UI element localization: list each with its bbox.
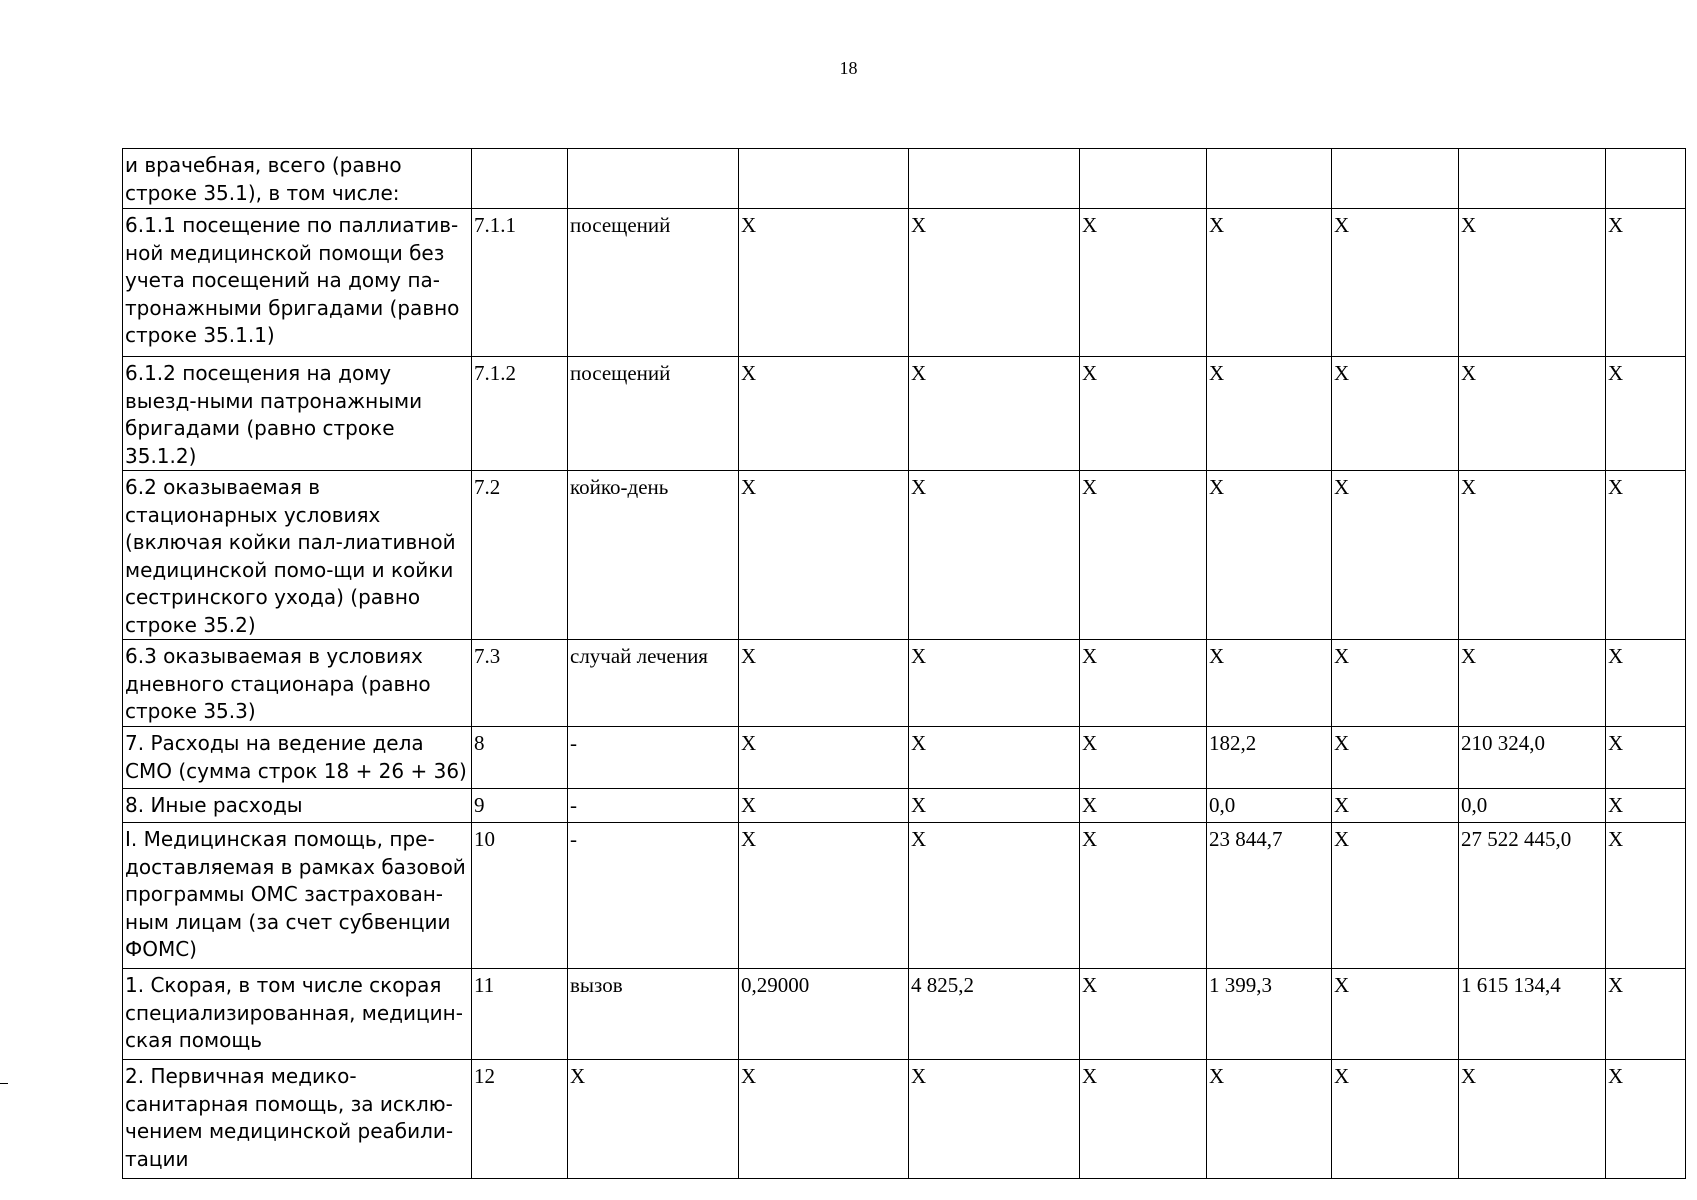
row-unit: случай лечения	[568, 640, 739, 727]
cell-col-3: Х	[1080, 640, 1207, 727]
cell-col-2: Х	[909, 823, 1080, 969]
cell-col-2: Х	[909, 209, 1080, 357]
cell-col-7	[1606, 149, 1686, 209]
table-row	[123, 727, 1686, 789]
cell-col-3: Х	[1080, 823, 1207, 969]
row-label: 2. Первичная медико-санитарная помощь, за исклю-чением медицинской реабили-тации	[123, 1060, 472, 1179]
table-row	[123, 209, 1686, 357]
cell-col-5: Х	[1332, 823, 1459, 969]
row-code: 12	[472, 1060, 568, 1179]
row-code: 9	[472, 789, 568, 823]
row-code: 7.3	[472, 640, 568, 727]
row-code: 8	[472, 727, 568, 789]
document-table	[122, 148, 1686, 1179]
table-row	[123, 149, 1686, 209]
cell-col-1: 0,29000	[739, 969, 909, 1060]
cell-col-5: Х	[1332, 471, 1459, 640]
row-unit: вызов	[568, 969, 739, 1060]
cell-col-7: Х	[1606, 969, 1686, 1060]
cell-col-3: Х	[1080, 789, 1207, 823]
cell-col-4: Х	[1207, 357, 1332, 471]
margin-mark	[0, 1083, 8, 1084]
row-code	[472, 149, 568, 209]
table-row	[123, 789, 1686, 823]
cell-col-5: Х	[1332, 969, 1459, 1060]
row-label: I. Медицинская помощь, пре-доставляемая в рамках базовой программы ОМС застрахован-ным лицам (за счет субвенции ФОМС)	[123, 823, 472, 969]
row-code: 10	[472, 823, 568, 969]
cell-col-4: Х	[1207, 640, 1332, 727]
cell-col-5: Х	[1332, 357, 1459, 471]
row-code: 7.2	[472, 471, 568, 640]
cell-col-1: Х	[739, 789, 909, 823]
cell-col-2: Х	[909, 789, 1080, 823]
row-unit: -	[568, 789, 739, 823]
row-label: 6.2 оказываемая в стационарных условиях (включая койки пал-лиативной медицинской помо-щи и койки сестринского ухода) (равно строке 35.2)	[123, 471, 472, 640]
row-unit: -	[568, 727, 739, 789]
cell-col-6: 27 522 445,0	[1459, 823, 1606, 969]
cell-col-6: Х	[1459, 209, 1606, 357]
cell-col-4: 0,0	[1207, 789, 1332, 823]
cell-col-4: 23 844,7	[1207, 823, 1332, 969]
cell-col-5: Х	[1332, 789, 1459, 823]
row-unit	[568, 149, 739, 209]
cell-col-1: Х	[739, 209, 909, 357]
cell-col-4	[1207, 149, 1332, 209]
row-label: и врачебная, всего (равно строке 35.1), в том числе:	[123, 149, 472, 209]
cell-col-5: Х	[1332, 640, 1459, 727]
cell-col-3: Х	[1080, 727, 1207, 789]
cell-col-7: Х	[1606, 789, 1686, 823]
cell-col-1: Х	[739, 471, 909, 640]
cell-col-4: 1 399,3	[1207, 969, 1332, 1060]
cell-col-7: Х	[1606, 1060, 1686, 1179]
page-number: 18	[839, 58, 858, 78]
row-label: 1. Скорая, в том числе скорая специализированная, медицин-ская помощь	[123, 969, 472, 1060]
cell-col-6: Х	[1459, 640, 1606, 727]
cell-col-6: 210 324,0	[1459, 727, 1606, 789]
row-unit: -	[568, 823, 739, 969]
cell-col-7: Х	[1606, 823, 1686, 969]
cell-col-3: Х	[1080, 209, 1207, 357]
cell-col-3: Х	[1080, 357, 1207, 471]
cell-col-7: Х	[1606, 471, 1686, 640]
cell-col-2: Х	[909, 640, 1080, 727]
row-label: 6.1.2 посещения на дому выезд-ными патронажными бригадами (равно строке 35.1.2)	[123, 357, 472, 471]
table-row	[123, 1060, 1686, 1179]
cell-col-1: Х	[739, 823, 909, 969]
cell-col-7: Х	[1606, 640, 1686, 727]
cell-col-3: Х	[1080, 969, 1207, 1060]
table-row	[123, 823, 1686, 969]
cell-col-2: 4 825,2	[909, 969, 1080, 1060]
cell-col-4: Х	[1207, 209, 1332, 357]
cell-col-5	[1332, 149, 1459, 209]
cell-col-6	[1459, 149, 1606, 209]
cell-col-5: Х	[1332, 1060, 1459, 1179]
cell-col-5: Х	[1332, 727, 1459, 789]
cell-col-2: Х	[909, 1060, 1080, 1179]
row-code: 7.1.1	[472, 209, 568, 357]
cell-col-1: Х	[739, 1060, 909, 1179]
row-label: 8. Иные расходы	[123, 789, 472, 823]
cell-col-6: Х	[1459, 1060, 1606, 1179]
cell-col-6: Х	[1459, 471, 1606, 640]
cell-col-3	[1080, 149, 1207, 209]
row-code: 7.1.2	[472, 357, 568, 471]
cell-col-4: Х	[1207, 471, 1332, 640]
table-row	[123, 471, 1686, 640]
cell-col-7: Х	[1606, 357, 1686, 471]
cell-col-4: Х	[1207, 1060, 1332, 1179]
row-label: 6.3 оказываемая в условиях дневного стационара (равно строке 35.3)	[123, 640, 472, 727]
table-row	[123, 357, 1686, 471]
cell-col-2	[909, 149, 1080, 209]
cell-col-3: Х	[1080, 1060, 1207, 1179]
row-unit: посещений	[568, 209, 739, 357]
cell-col-6: 0,0	[1459, 789, 1606, 823]
cell-col-1: Х	[739, 640, 909, 727]
row-label: 6.1.1 посещение по паллиатив-ной медицинской помощи без учета посещений на дому па-тронажными бригадами (равно строке 35.1.1)	[123, 209, 472, 357]
row-unit: Х	[568, 1060, 739, 1179]
row-unit: койко-день	[568, 471, 739, 640]
cell-col-2: Х	[909, 471, 1080, 640]
cell-col-2: Х	[909, 727, 1080, 789]
cell-col-1	[739, 149, 909, 209]
cell-col-6: Х	[1459, 357, 1606, 471]
cell-col-6: 1 615 134,4	[1459, 969, 1606, 1060]
row-label: 7. Расходы на ведение дела СМО (сумма строк 18 + 26 + 36)	[123, 727, 472, 789]
table-row	[123, 640, 1686, 727]
cell-col-1: Х	[739, 357, 909, 471]
cell-col-4: 182,2	[1207, 727, 1332, 789]
table-row	[123, 969, 1686, 1060]
cell-col-7: Х	[1606, 209, 1686, 357]
row-code: 11	[472, 969, 568, 1060]
row-unit: посещений	[568, 357, 739, 471]
cell-col-5: Х	[1332, 209, 1459, 357]
cell-col-1: Х	[739, 727, 909, 789]
cell-col-3: Х	[1080, 471, 1207, 640]
cell-col-7: Х	[1606, 727, 1686, 789]
cell-col-2: Х	[909, 357, 1080, 471]
